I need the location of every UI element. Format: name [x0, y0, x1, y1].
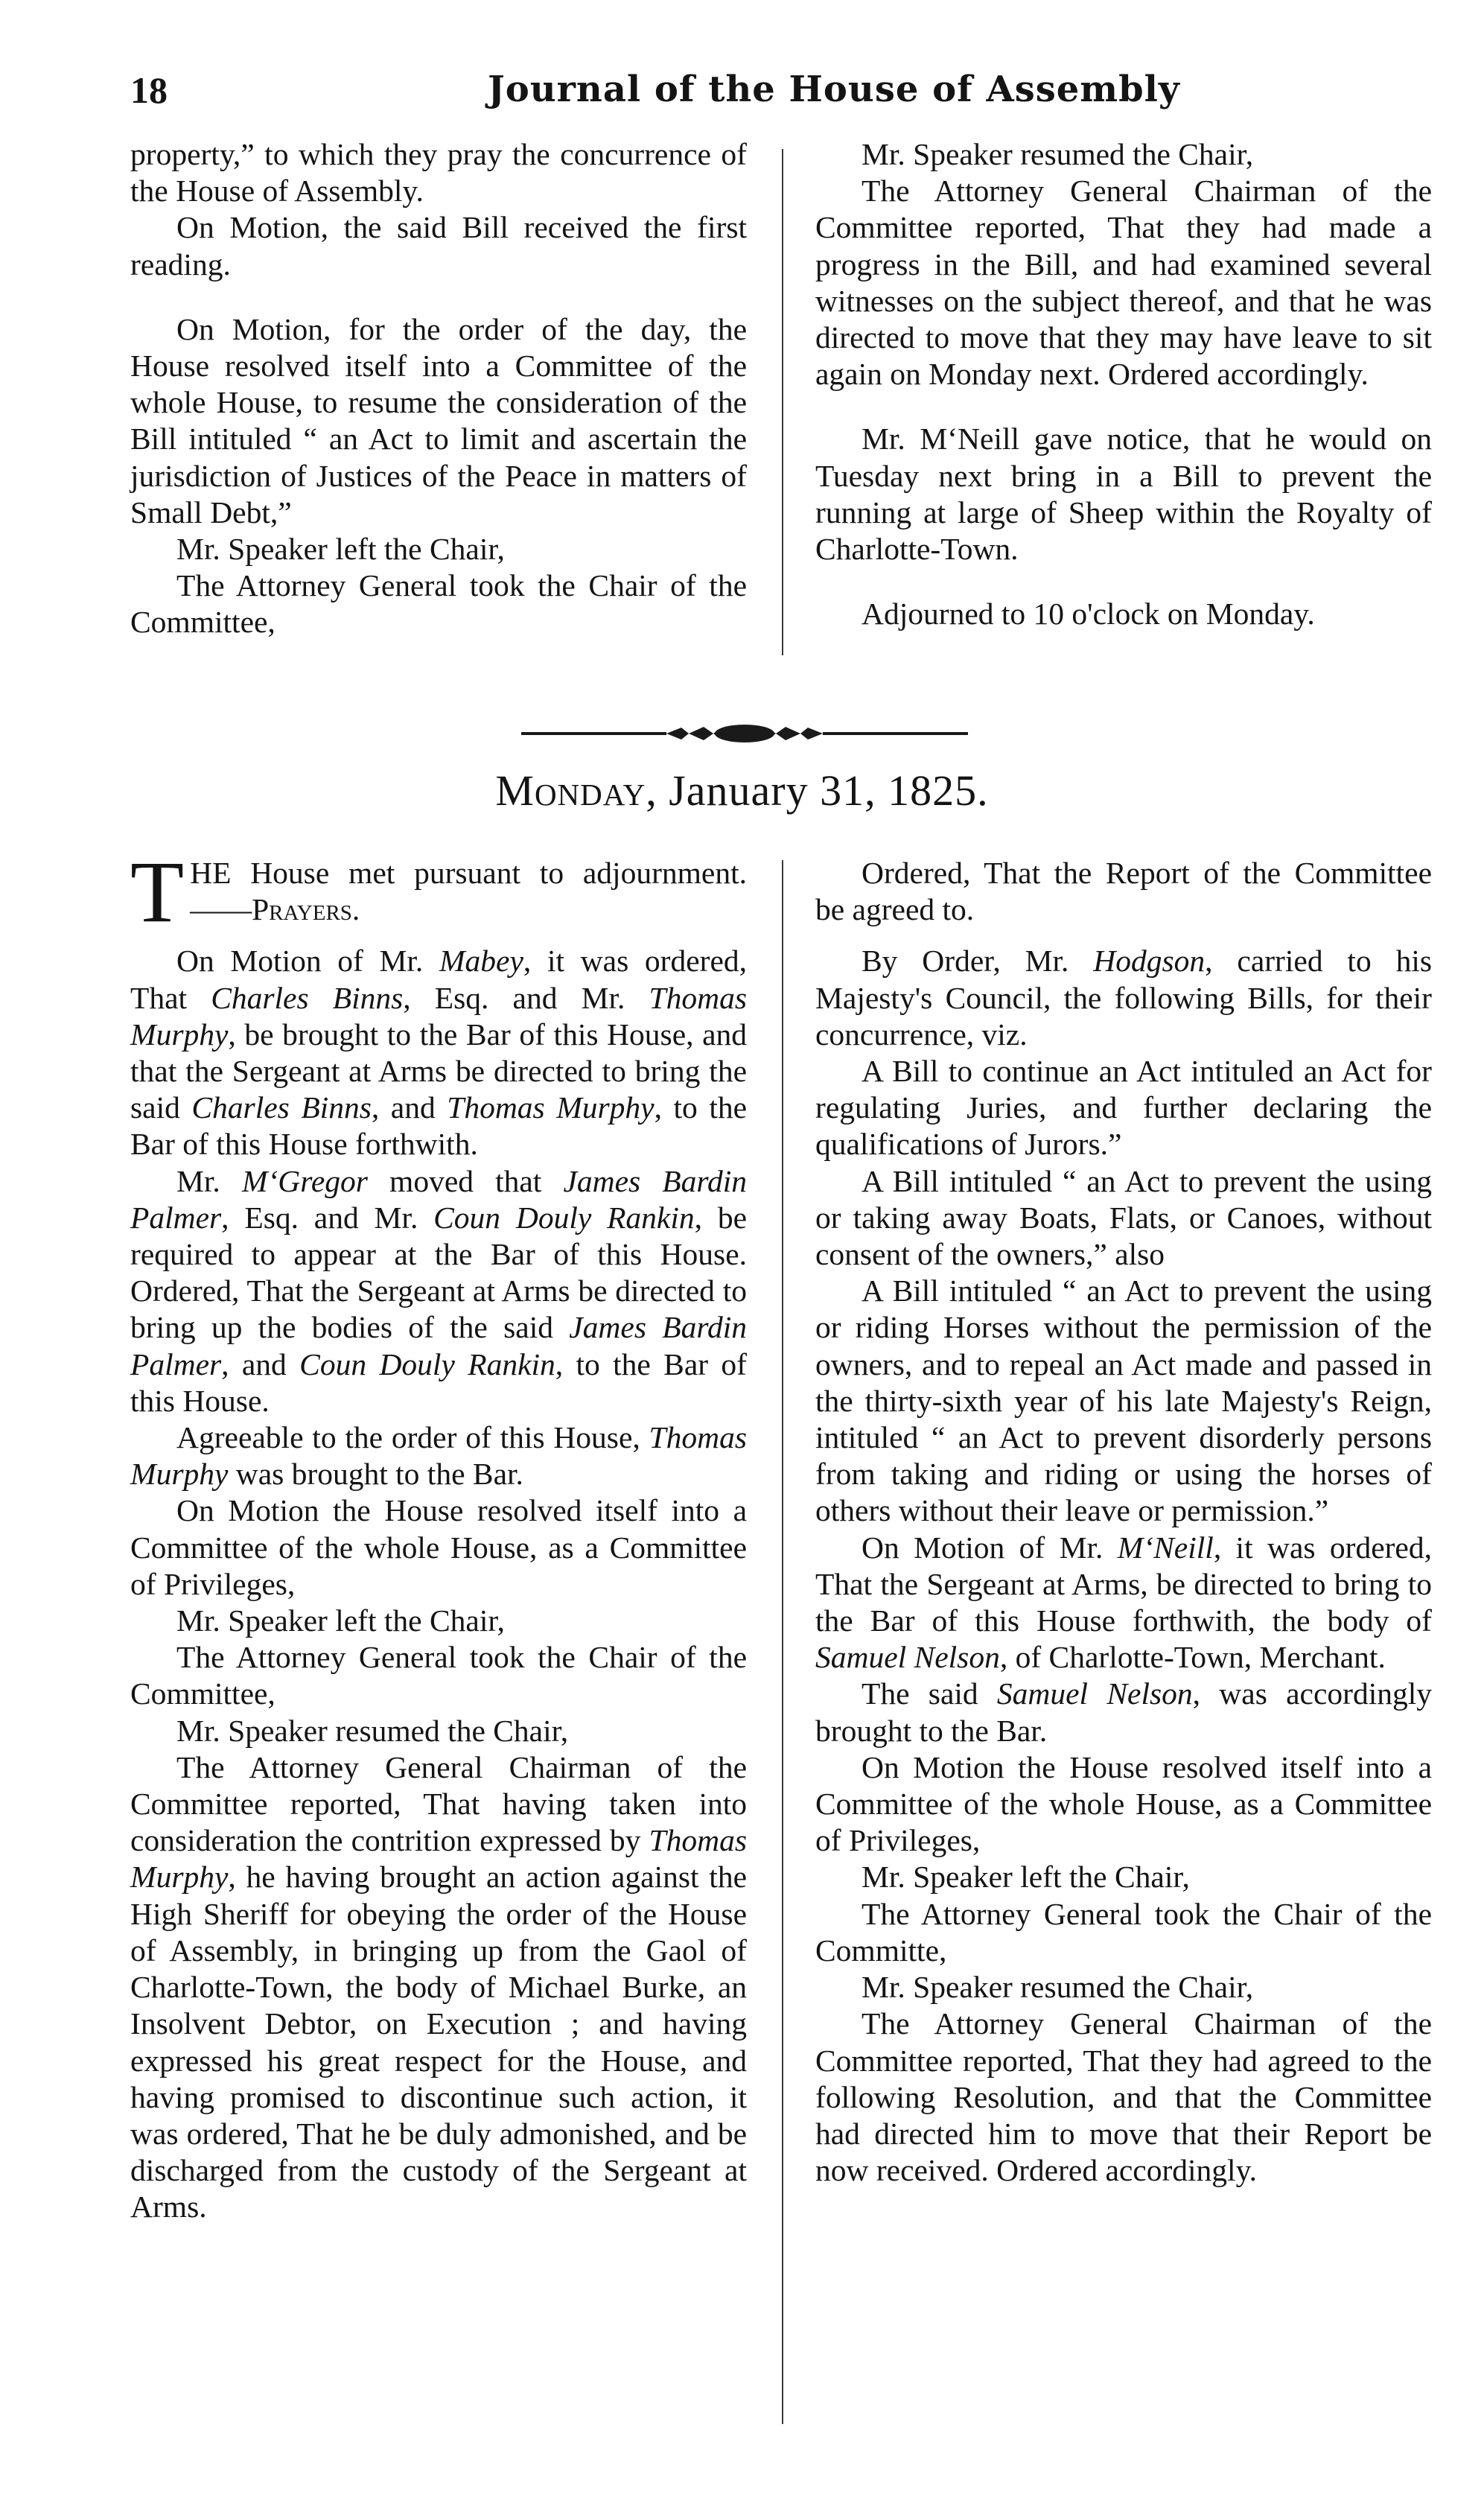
paragraph: The said Samuel Nelson, was accordingly brought to the Bar. — [815, 1676, 1433, 1748]
paragraph: A Bill intituled “ an Act to prevent the using or taking away Boats, Flats, or Canoes, without consent of the owners,” also — [815, 1163, 1432, 1272]
paragraph: The Attorney General Chairman of the Committee reported, That having taken into consideration the contrition expressed by Thomas Murphy, he having brought an action against the High Sheriff for obeying the order of the House of Assembly, in bringing up from the Gaol of Charlotte-Town, the body of Michael Burke, an Insolvent Debtor, on Execution ; and having expressed his great respect for the House, and having promised to discontinue such action, it was ordered, That he be duly admonished, and be discharged from the custody of the Sergeant at Arms. — [130, 1749, 747, 2224]
paragraph: property,” to which they pray the concurrence of the House of Assembly. — [130, 137, 747, 209]
date-heading-day: Monday — [495, 766, 646, 815]
paragraph: The Attorney General Chairman of the Committee reported, That they had made a progress in the Bill, and had examined several witnesses on the subject thereof, and that he was directed to move that they may have leave to sit again on Monday next. Ordered accordingly. — [815, 174, 1432, 392]
paragraph: Ordered, That the Report of the Committee be agreed to. — [815, 856, 1432, 927]
paragraph: On Motion, the said Bill received the first reading. — [130, 210, 747, 282]
top-right-column — [815, 136, 1432, 632]
column-rule-top — [782, 149, 783, 655]
drop-cap: T — [130, 843, 185, 941]
paragraph: On Motion of Mr. M‘Neill, it was ordered, That the Sergeant at Arms, be directed to bring to the Bar of this House forthwith, the body of Samuel Nelson, of Charlotte-Town, Merchant. — [815, 1530, 1432, 1675]
paragraph: By Order, Mr. Hodgson, carried to his Majesty's Council, the following Bills, for their concurrence, viz. — [815, 944, 1432, 1052]
date-heading — [0, 766, 1484, 815]
prayers-label: Prayers. — [252, 892, 360, 927]
paragraph: A Bill intituled “ an Act to prevent the using or riding Horses without the permission of the owners, and to repeal an Act made and passed in the thirty-sixth year of his late Majesty's Reign, intituled “ an Act to prevent disorderly persons from taking and riding or using the horses of others without their leave or permission.” — [815, 1273, 1432, 1528]
paragraph: The Attorney General took the Chair of the Committee, — [130, 1640, 747, 1711]
paragraph: A Bill to continue an Act intituled an Act for regulating Juries, and further declaring the qualifications of Jurors.” — [815, 1054, 1432, 1162]
top-left-column — [130, 136, 747, 641]
paragraph: Agreeable to the order of this House, Thomas Murphy was brought to the Bar. — [130, 1420, 747, 1492]
paragraph: Mr. Speaker left the Chair, — [176, 532, 505, 567]
running-head — [130, 69, 1307, 121]
paragraph: Adjourned to 10 o'clock on Monday. — [862, 597, 1315, 632]
journal-title: Journal of the House of Assembly — [488, 69, 1180, 110]
paragraph: Mr. M‘Gregor moved that James Bardin Palmer, Esq. and Mr. Coun Douly Rankin, be required to appear at the Bar of this House. Ordered, That the Sergeant at Arms be directed to bring up the bodies of the said James Bardin Palmer, and Coun Douly Rankin, to the Bar of this House. — [130, 1163, 747, 1418]
column-rule-bottom — [782, 860, 783, 2424]
paragraph: Mr. Speaker resumed the Chair, — [862, 1970, 1254, 2005]
paragraph: Mr. Speaker left the Chair, — [176, 1603, 505, 1638]
paragraph: Mr. M‘Neill gave notice, that he would on Tuesday next bring in a Bill to prevent the running at large of Sheep within the Royalty of Charlotte-Town. — [815, 422, 1432, 567]
bottom-left-column — [130, 843, 748, 2226]
paragraph: Mr. Speaker left the Chair, — [862, 1860, 1190, 1895]
page-number: 18 — [130, 69, 168, 111]
paragraph: The Attorney General Chairman of the Committee reported, That they had agreed to the following Resolution, and that the Committee had directed him to move that their Report be now received. Ordered accordingly. — [815, 2006, 1432, 2188]
opening-paragraph: THE House met pursuant to adjournment.——Prayers. — [130, 843, 747, 941]
paragraph: On Motion the House resolved itself into a Committee of the whole House, as a Committee of Privileges, — [815, 1749, 1432, 1858]
paragraph: Mr. Speaker resumed the Chair, — [862, 137, 1254, 171]
paragraph: Mr. Speaker resumed the Chair, — [176, 1713, 569, 1748]
bottom-right-column — [815, 855, 1432, 2189]
paragraph: On Motion, for the order of the day, the House resolved itself into a Committee of the whole House, to resume the consideration of the Bill intituled “ an Act to limit and ascertain the jurisdiction of Justices of the Peace in matters of Small Debt,” — [130, 311, 747, 529]
paragraph: On Motion the House resolved itself into a Committee of the whole House, as a Committee of Privileges, — [130, 1493, 747, 1601]
ornamental-divider — [521, 719, 968, 748]
paragraph: The Attorney General took the Chair of the Committe, — [815, 1896, 1432, 1968]
paragraph: On Motion of Mr. Mabey, it was ordered, That Charles Binns, Esq. and Mr. Thomas Murphy, be brought to the Bar of this House, and that the Sergeant at Arms be directed to bring the said Charles Binns, and Thomas Murphy, to the Bar of this House forthwith. — [130, 944, 748, 1162]
paragraph: The Attorney General took the Chair of the Committee, — [130, 568, 747, 640]
date-heading-date: , January 31, 1825. — [646, 766, 989, 815]
